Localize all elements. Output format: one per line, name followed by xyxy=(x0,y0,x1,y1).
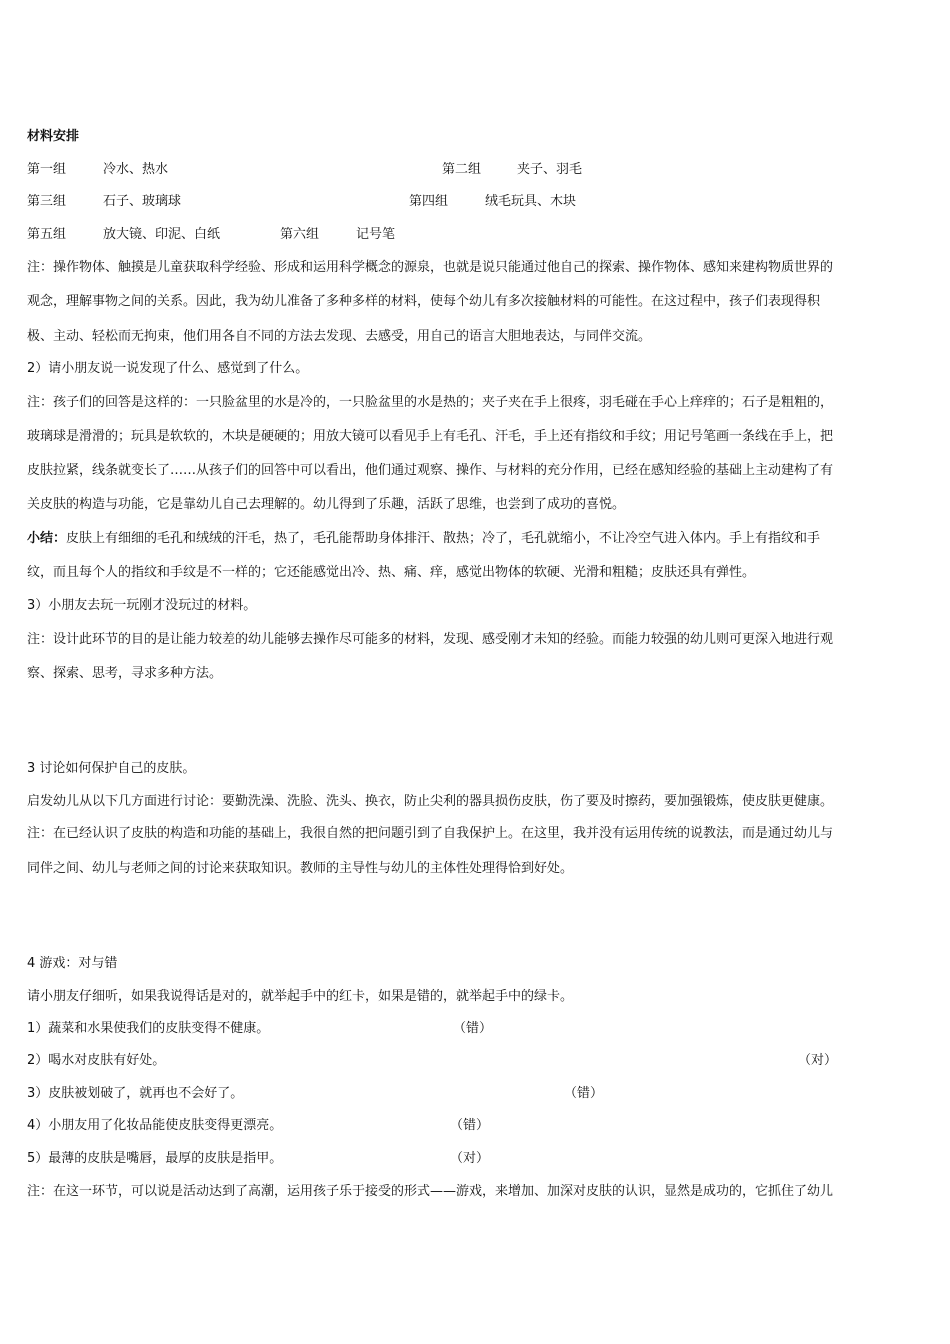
quiz-question: 1）蔬菜和水果使我们的皮肤变得不健康。 xyxy=(27,1021,270,1036)
quiz-answer: （错） xyxy=(564,1086,604,1101)
group-3-label: 第三组 xyxy=(27,194,67,209)
note3-line: 注：设计此环节的目的是让能力较差的幼儿能够去操作尽可能多的材料，发现、感受刚才未知的经验。而能力较强的幼儿则可更深入地进行观 xyxy=(27,632,834,647)
note5-line: 注：在这一环节，可以说是活动达到了高潮，运用孩子乐于接受的形式——游戏，来增加、加深对皮肤的认识，显然是成功的，它抓住了幼儿 xyxy=(27,1184,834,1199)
group-4-label: 第四组 xyxy=(409,194,449,209)
note4-line: 注：在已经认识了皮肤的构造和功能的基础上，我很自然的把问题引到了自我保护上。在这里，我并没有运用传统的说教法，而是通过幼儿与 xyxy=(27,826,834,841)
step-2: 2）请小朋友说一说发现了什么、感觉到了什么。 xyxy=(27,361,309,376)
note2-line: 注：孩子们的回答是这样的：一只脸盆里的水是冷的，一只脸盆里的水是热的；夹子夹在手上很疼，羽毛碰在手心上痒痒的；石子是粗粗的， xyxy=(27,395,834,410)
group-5-label: 第五组 xyxy=(27,227,67,242)
summary-label: 小结： xyxy=(27,531,67,546)
group-4-items: 绒毛玩具、木块 xyxy=(485,194,577,209)
quiz-answer: （对） xyxy=(450,1151,490,1166)
summary-text: 皮肤上有细细的毛孔和绒绒的汗毛，热了，毛孔能帮助身体排汗、散热；冷了，毛孔就缩小，不让冷空气进入体内。手上有指纹和手 xyxy=(66,531,821,546)
quiz-answer: （对） xyxy=(798,1053,838,1068)
note3-line: 察、探索、思考，寻求多种方法。 xyxy=(27,666,223,681)
quiz-question: 2）喝水对皮肤有好处。 xyxy=(27,1053,166,1068)
group-5-items: 放大镜、印泥、白纸 xyxy=(103,227,221,242)
note1-line: 注：操作物体、触摸是儿童获取科学经验、形成和运用科学概念的源泉，也就是说只能通过他自己的探索、操作物体、感知来建构物质世界的 xyxy=(27,260,834,275)
quiz-answer: （错） xyxy=(450,1118,490,1133)
note2-line: 皮肤拉紧，线条就变长了……从孩子们的回答中可以看出，他们通过观察、操作、与材料的充分作用，已经在感知经验的基础上主动建构了有 xyxy=(27,463,834,478)
group-6-items: 记号笔 xyxy=(356,227,396,242)
quiz-question: 5）最薄的皮肤是嘴唇，最厚的皮肤是指甲。 xyxy=(27,1151,283,1166)
note2-line: 玻璃球是滑滑的；玩具是软软的，木块是硬硬的；用放大镜可以看见手上有毛孔、汗毛，手上还有指纹和手纹；用记号笔画一条线在手上，把 xyxy=(27,429,834,444)
group-6-label: 第六组 xyxy=(280,227,320,242)
note2-line: 关皮肤的构造与功能，它是靠幼儿自己去理解的。幼儿得到了乐趣，活跃了思维，也尝到了成功的喜悦。 xyxy=(27,497,626,512)
quiz-answer: （错） xyxy=(453,1021,493,1036)
note4-line: 同伴之间、幼儿与老师之间的讨论来获取知识。教师的主导性与幼儿的主体性处理得恰到好处。 xyxy=(27,861,574,876)
group-1-label: 第一组 xyxy=(27,162,67,177)
section-4-intro: 请小朋友仔细听，如果我说得话是对的，就举起手中的红卡，如果是错的，就举起手中的绿卡。 xyxy=(27,989,574,1004)
note1-line: 极、主动、轻松而无拘束，他们用各自不同的方法去发现、去感受，用自己的语言大胆地表达，与同伴交流。 xyxy=(27,329,652,344)
quiz-question: 3）皮肤被划破了，就再也不会好了。 xyxy=(27,1086,244,1101)
section-4-title: 4 游戏：对与错 xyxy=(27,956,118,971)
section-3-body: 启发幼儿从以下几方面进行讨论：要勤洗澡、洗脸、洗头、换衣，防止尖利的器具损伤皮肤，伤了要及时擦药，要加强锻炼，使皮肤更健康。 xyxy=(27,794,834,809)
materials-heading: 材料安排 xyxy=(27,129,80,144)
summary-line xyxy=(27,531,820,547)
summary-line: 纹，而且每个人的指纹和手纹是不一样的；它还能感觉出冷、热、痛、痒，感觉出物体的软硬、光滑和粗糙；皮肤还具有弹性。 xyxy=(27,565,756,580)
group-2-label: 第二组 xyxy=(442,162,482,177)
group-2-items: 夹子、羽毛 xyxy=(517,162,583,177)
group-3-items: 石子、玻璃球 xyxy=(103,194,182,209)
section-3-title: 3 讨论如何保护自己的皮肤。 xyxy=(27,761,196,776)
step-3: 3）小朋友去玩一玩刚才没玩过的材料。 xyxy=(27,598,257,613)
note1-line: 观念，理解事物之间的关系。因此，我为幼儿准备了多种多样的材料，使每个幼儿有多次接触材料的可能性。在这过程中，孩子们表现得积 xyxy=(27,294,821,309)
quiz-question: 4）小朋友用了化妆品能使皮肤变得更漂亮。 xyxy=(27,1118,283,1133)
group-1-items: 冷水、热水 xyxy=(103,162,169,177)
